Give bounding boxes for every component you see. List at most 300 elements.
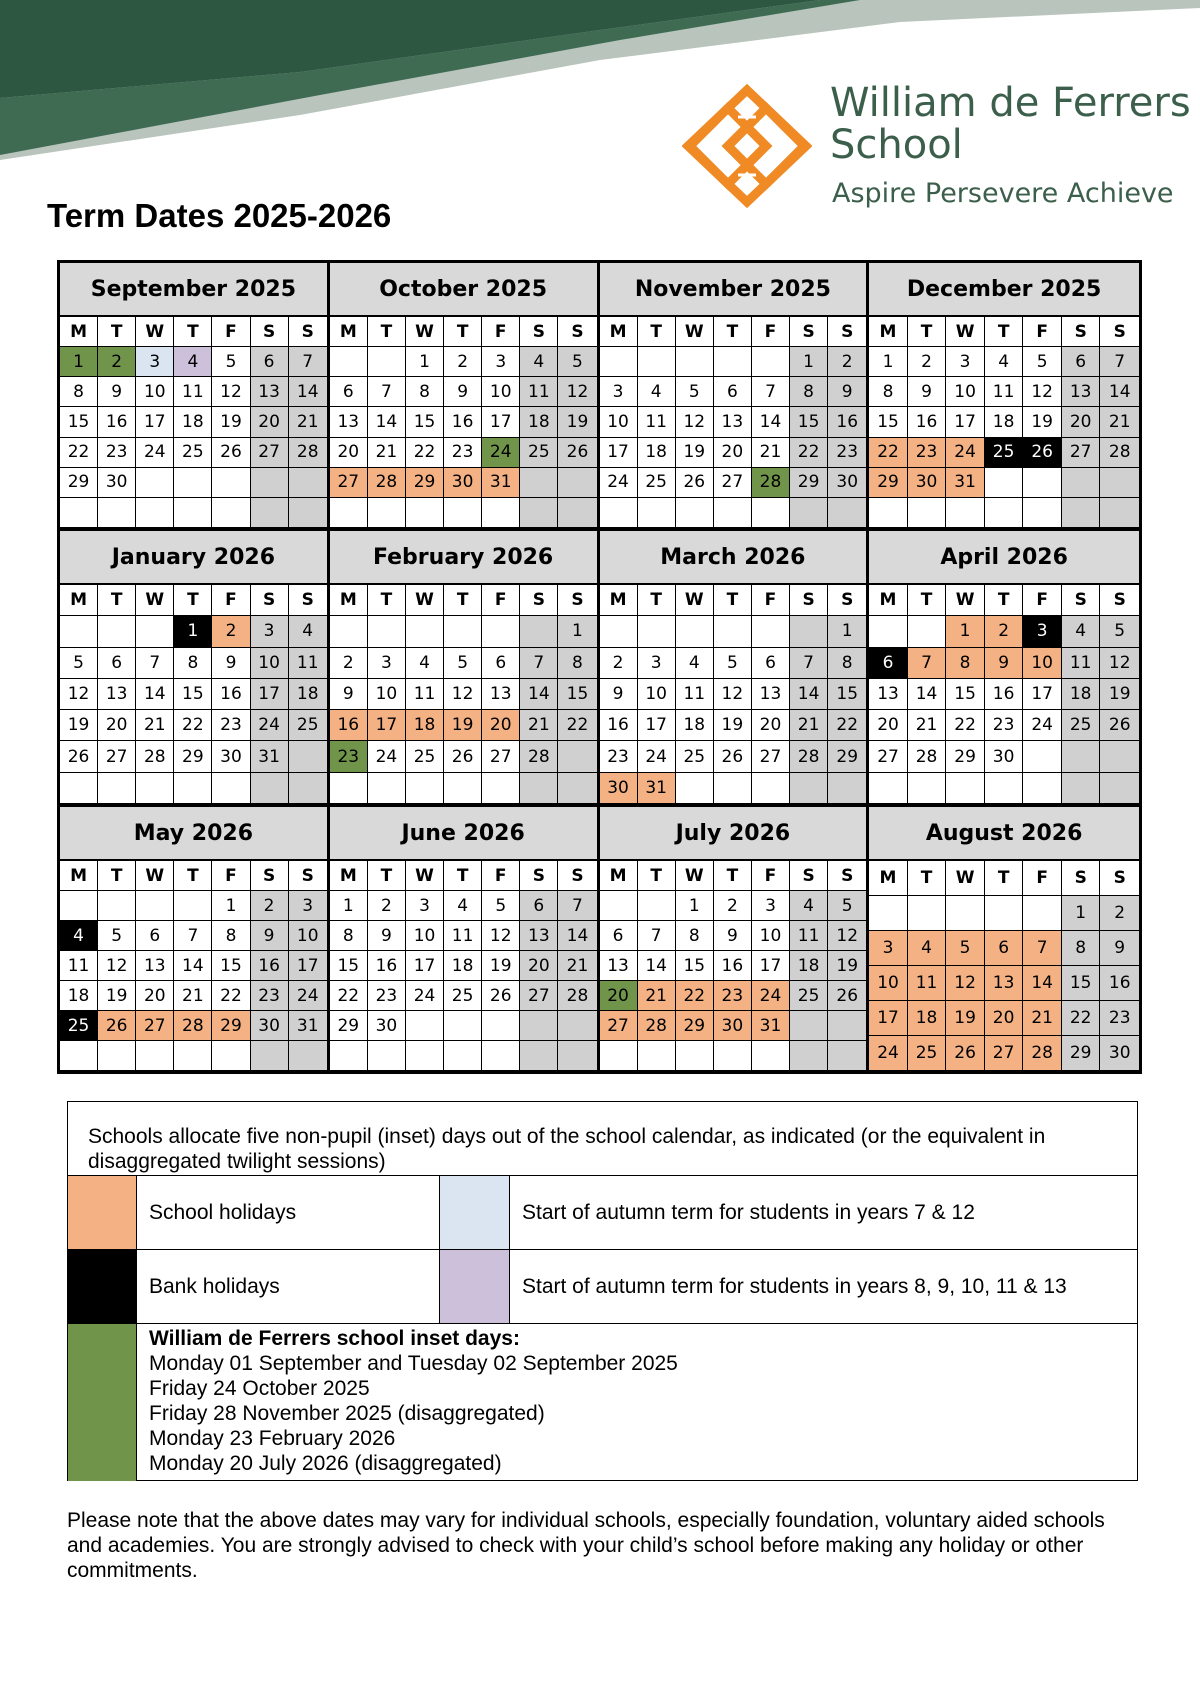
- calendar-day: 30: [908, 468, 947, 498]
- calendar-empty-cell: [520, 498, 558, 528]
- weekday-header: F: [212, 585, 250, 616]
- calendar-empty-cell: [558, 468, 596, 498]
- calendar-day: 1: [676, 891, 714, 921]
- calendar-empty-cell: [136, 1041, 174, 1071]
- calendar-day: 11: [174, 377, 212, 407]
- calendar-day: 7: [136, 648, 174, 679]
- calendar-day: 15: [406, 407, 444, 437]
- calendar-empty-cell: [289, 498, 327, 528]
- weekday-header: T: [444, 861, 482, 891]
- calendar-empty-cell: [482, 498, 520, 528]
- weekday-header: W: [946, 585, 985, 616]
- calendar-empty-cell: [790, 616, 828, 647]
- calendar-day: 3: [406, 891, 444, 921]
- calendar-day: 1: [330, 891, 368, 921]
- calendar-day: 5: [60, 648, 98, 679]
- calendar-day: 9: [368, 921, 406, 951]
- start-y7-label: Start of autumn term for students in years 7 & 12: [522, 1201, 975, 1224]
- calendar-day: 6: [136, 921, 174, 951]
- calendar-day: 14: [638, 951, 676, 981]
- calendar-day: 7: [368, 377, 406, 407]
- calendar-day: 1: [558, 616, 596, 647]
- calendar-day: 4: [444, 891, 482, 921]
- calendar-empty-cell: [251, 773, 289, 804]
- calendar-empty-cell: [520, 616, 558, 647]
- calendar-empty-cell: [600, 498, 638, 528]
- weekday-header: F: [752, 585, 790, 616]
- calendar-day: 9: [444, 377, 482, 407]
- calendar-day: 10: [1023, 648, 1062, 679]
- calendar-day: 29: [676, 1011, 714, 1041]
- calendar-day: 26: [828, 981, 866, 1011]
- calendar-day: 15: [946, 679, 985, 710]
- calendar-day: 16: [600, 710, 638, 741]
- calendar-day: 24: [251, 710, 289, 741]
- calendar-day: 25: [908, 1036, 947, 1071]
- weekday-header: M: [60, 861, 98, 891]
- month-days-grid: [600, 317, 867, 528]
- month-april-2026: [869, 531, 1139, 807]
- calendar-day: 23: [212, 710, 250, 741]
- calendar-day: 12: [558, 377, 596, 407]
- calendar-empty-cell: [985, 498, 1024, 528]
- calendar-day: 13: [752, 679, 790, 710]
- calendar-day: 24: [482, 438, 520, 468]
- calendar-day: 7: [174, 921, 212, 951]
- calendar-empty-cell: [714, 616, 752, 647]
- calendar-day: 17: [946, 407, 985, 437]
- calendar-day: 25: [406, 741, 444, 772]
- calendar-day: 15: [558, 679, 596, 710]
- calendar-day: 21: [1023, 1001, 1062, 1036]
- calendar-day: 5: [946, 931, 985, 966]
- weekday-header: W: [406, 317, 444, 347]
- calendar-day: 19: [828, 951, 866, 981]
- calendar-day: 25: [520, 438, 558, 468]
- calendar-day: 18: [638, 438, 676, 468]
- calendar-empty-cell: [444, 1011, 482, 1041]
- calendar-day: 12: [60, 679, 98, 710]
- month-july-2026: [600, 807, 870, 1071]
- calendar-empty-cell: [289, 773, 327, 804]
- legend: [67, 1101, 1138, 1481]
- calendar-day: 4: [638, 377, 676, 407]
- month-days-grid: [60, 861, 327, 1071]
- month-september-2025: [60, 263, 330, 531]
- calendar-empty-cell: [676, 498, 714, 528]
- calendar-empty-cell: [1023, 498, 1062, 528]
- calendar-empty-cell: [174, 468, 212, 498]
- calendar-day: 22: [1062, 1001, 1101, 1036]
- calendar-empty-cell: [946, 773, 985, 804]
- weekday-header: T: [368, 317, 406, 347]
- calendar-day: 14: [136, 679, 174, 710]
- calendar-empty-cell: [174, 891, 212, 921]
- calendar-day: 29: [406, 468, 444, 498]
- school-name-line2: School: [830, 122, 963, 168]
- weekday-header: M: [330, 585, 368, 616]
- weekday-header: S: [558, 317, 596, 347]
- weekday-header: M: [330, 317, 368, 347]
- calendar-day: 4: [174, 347, 212, 377]
- calendar-day: 30: [828, 468, 866, 498]
- calendar-day: 2: [1100, 896, 1139, 931]
- calendar-empty-cell: [869, 616, 908, 647]
- calendar-empty-cell: [1100, 773, 1139, 804]
- calendar-day: 13: [251, 377, 289, 407]
- calendar-empty-cell: [558, 498, 596, 528]
- inset-days-swatch: [68, 1324, 137, 1481]
- calendar-day: 29: [174, 741, 212, 772]
- calendar-day: 19: [60, 710, 98, 741]
- calendar-day: 12: [946, 966, 985, 1001]
- calendar-day: 16: [368, 951, 406, 981]
- calendar-day: 7: [289, 347, 327, 377]
- calendar-day: 25: [790, 981, 828, 1011]
- calendar-day: 18: [790, 951, 828, 981]
- calendar-empty-cell: [520, 1041, 558, 1071]
- calendar-day: 27: [98, 741, 136, 772]
- calendar-empty-cell: [444, 1041, 482, 1071]
- calendar-day: 21: [1100, 407, 1139, 437]
- calendar-day: 16: [828, 407, 866, 437]
- weekday-header: T: [98, 317, 136, 347]
- calendar-day: 11: [1062, 648, 1101, 679]
- calendar-day: 21: [752, 438, 790, 468]
- calendar-day: 5: [1100, 616, 1139, 647]
- weekday-header: W: [136, 861, 174, 891]
- month-days-grid: [330, 585, 597, 804]
- page-title: Term Dates 2025-2026: [47, 197, 392, 234]
- month-days-grid: [60, 585, 327, 804]
- calendar-day: 9: [1100, 931, 1139, 966]
- weekday-header: F: [482, 317, 520, 347]
- calendar-day: 7: [752, 377, 790, 407]
- calendar-day: 20: [985, 1001, 1024, 1036]
- calendar-day: 21: [136, 710, 174, 741]
- calendar-day: 15: [174, 679, 212, 710]
- calendar-day: 1: [60, 347, 98, 377]
- inset-day-item: Monday 23 February 2026: [149, 1427, 396, 1450]
- calendar-day: 4: [60, 921, 98, 951]
- calendar-day: 23: [985, 710, 1024, 741]
- calendar-day: 25: [1062, 710, 1101, 741]
- disclaimer-note: Please note that the above dates may vary for individual schools, especially foundation, voluntary aided schools and academies. You are strongly advised to check with your child’s school before making any holiday or other commitments.: [67, 1509, 1105, 1582]
- month-days-grid: [330, 861, 597, 1071]
- calendar-day: 20: [600, 981, 638, 1011]
- weekday-header: M: [869, 585, 908, 616]
- inset-days-list: [149, 1326, 678, 1476]
- weekday-header: T: [714, 585, 752, 616]
- calendar-day: 17: [482, 407, 520, 437]
- calendar-day: 5: [482, 891, 520, 921]
- calendar-day: 18: [289, 679, 327, 710]
- calendar-day: 6: [600, 921, 638, 951]
- calendar-day: 11: [676, 679, 714, 710]
- calendar-day: 11: [289, 648, 327, 679]
- calendar-empty-cell: [985, 468, 1024, 498]
- calendar-day: 20: [136, 981, 174, 1011]
- calendar-day: 8: [406, 377, 444, 407]
- calendar-day: 13: [714, 407, 752, 437]
- calendar-day: 11: [908, 966, 947, 1001]
- calendar-empty-cell: [444, 498, 482, 528]
- calendar-day: 1: [174, 616, 212, 647]
- calendar-empty-cell: [60, 616, 98, 647]
- calendar-empty-cell: [60, 1041, 98, 1071]
- calendar-day: 5: [98, 921, 136, 951]
- calendar-day: 19: [714, 710, 752, 741]
- calendar-empty-cell: [1023, 773, 1062, 804]
- calendar-empty-cell: [212, 1041, 250, 1071]
- month-title: May 2026: [60, 807, 327, 861]
- calendar-day: 12: [676, 407, 714, 437]
- calendar-day: 24: [752, 981, 790, 1011]
- weekday-header: F: [752, 317, 790, 347]
- school-motto: Aspire Persevere Achieve: [832, 178, 1174, 209]
- month-days-grid: [869, 585, 1139, 804]
- weekday-header: S: [251, 861, 289, 891]
- calendar-day: 21: [558, 951, 596, 981]
- weekday-header: T: [908, 585, 947, 616]
- calendar-day: 8: [1062, 931, 1101, 966]
- calendar-empty-cell: [98, 1041, 136, 1071]
- calendar-empty-cell: [60, 891, 98, 921]
- calendar-day: 3: [368, 648, 406, 679]
- calendar-day: 14: [558, 921, 596, 951]
- calendar-empty-cell: [520, 773, 558, 804]
- calendar-day: 15: [790, 407, 828, 437]
- calendar-day: 10: [251, 648, 289, 679]
- calendar-day: 17: [752, 951, 790, 981]
- calendar-empty-cell: [136, 498, 174, 528]
- calendar-day: 16: [714, 951, 752, 981]
- calendar-day: 2: [251, 891, 289, 921]
- calendar-day: 10: [869, 966, 908, 1001]
- calendar-empty-cell: [1100, 468, 1139, 498]
- calendar-day: 21: [790, 710, 828, 741]
- calendar-day: 29: [60, 468, 98, 498]
- calendar-empty-cell: [1023, 468, 1062, 498]
- calendar-day: 25: [676, 741, 714, 772]
- calendar-day: 29: [828, 741, 866, 772]
- calendar-empty-cell: [869, 896, 908, 931]
- month-title: June 2026: [330, 807, 597, 861]
- month-june-2026: [330, 807, 600, 1071]
- calendar-day: 3: [136, 347, 174, 377]
- month-august-2026: [869, 807, 1139, 1071]
- calendar-empty-cell: [289, 741, 327, 772]
- calendar-empty-cell: [330, 616, 368, 647]
- weekday-header: S: [790, 585, 828, 616]
- calendar-day: 8: [558, 648, 596, 679]
- calendar-day: 12: [444, 679, 482, 710]
- calendar-day: 1: [1062, 896, 1101, 931]
- calendar-empty-cell: [251, 1041, 289, 1071]
- weekday-header: M: [330, 861, 368, 891]
- calendar-day: 23: [1100, 1001, 1139, 1036]
- calendar-day: 8: [946, 648, 985, 679]
- calendar-empty-cell: [60, 498, 98, 528]
- calendar-day: 6: [98, 648, 136, 679]
- month-days-grid: [869, 317, 1139, 528]
- weekday-header: T: [985, 317, 1024, 347]
- calendar-day: 6: [714, 377, 752, 407]
- calendar-day: 8: [869, 377, 908, 407]
- calendar-day: 2: [600, 648, 638, 679]
- calendar-day: 8: [212, 921, 250, 951]
- calendar-day: 3: [289, 891, 327, 921]
- weekday-header: S: [828, 317, 866, 347]
- calendar-day: 13: [330, 407, 368, 437]
- calendar-day: 22: [946, 710, 985, 741]
- calendar-day: 19: [212, 407, 250, 437]
- calendar-day: 28: [558, 981, 596, 1011]
- calendar-empty-cell: [676, 773, 714, 804]
- calendar-day: 31: [946, 468, 985, 498]
- calendar-empty-cell: [828, 773, 866, 804]
- calendar-day: 22: [212, 981, 250, 1011]
- calendar-empty-cell: [330, 773, 368, 804]
- inset-day-item: Monday 01 September and Tuesday 02 September 2025: [149, 1352, 678, 1375]
- calendar-empty-cell: [406, 773, 444, 804]
- calendar-empty-cell: [444, 616, 482, 647]
- start-y7-swatch: [439, 1176, 510, 1250]
- calendar-day: 19: [558, 407, 596, 437]
- calendar-day: 13: [520, 921, 558, 951]
- calendar-day: 27: [1062, 438, 1101, 468]
- calendar-empty-cell: [1062, 468, 1101, 498]
- calendar-day: 20: [98, 710, 136, 741]
- calendar-day: 29: [330, 1011, 368, 1041]
- calendar-day: 26: [946, 1036, 985, 1071]
- calendar-day: 9: [600, 679, 638, 710]
- weekday-header: W: [946, 317, 985, 347]
- calendar-day: 11: [444, 921, 482, 951]
- calendar-empty-cell: [828, 1041, 866, 1071]
- weekday-header: T: [368, 861, 406, 891]
- calendar-empty-cell: [136, 468, 174, 498]
- calendar-day: 7: [1100, 347, 1139, 377]
- calendar-day: 28: [908, 741, 947, 772]
- calendar-day: 27: [520, 981, 558, 1011]
- calendar-day: 7: [638, 921, 676, 951]
- calendar-day: 10: [600, 407, 638, 437]
- calendar-day: 15: [212, 951, 250, 981]
- calendar-day: 2: [212, 616, 250, 647]
- calendar-day: 12: [1023, 377, 1062, 407]
- calendar-day: 31: [752, 1011, 790, 1041]
- weekday-header: S: [251, 317, 289, 347]
- calendar-empty-cell: [638, 498, 676, 528]
- calendar-empty-cell: [251, 498, 289, 528]
- calendar-day: 20: [520, 951, 558, 981]
- calendar-empty-cell: [174, 1041, 212, 1071]
- calendar-day: 29: [946, 741, 985, 772]
- calendar-day: 29: [869, 468, 908, 498]
- school-name-line1: William de Ferrers: [830, 80, 1191, 126]
- calendar-day: 18: [406, 710, 444, 741]
- weekday-header: T: [98, 585, 136, 616]
- calendar-day: 19: [1100, 679, 1139, 710]
- calendar-day: 15: [1062, 966, 1101, 1001]
- calendar-day: 10: [946, 377, 985, 407]
- calendar-day: 26: [482, 981, 520, 1011]
- calendar-day: 25: [289, 710, 327, 741]
- calendar-day: 19: [676, 438, 714, 468]
- calendar-empty-cell: [330, 498, 368, 528]
- calendar-day: 20: [1062, 407, 1101, 437]
- calendar-day: 21: [289, 407, 327, 437]
- calendar-day: 26: [1023, 438, 1062, 468]
- calendar-empty-cell: [676, 1041, 714, 1071]
- month-title: November 2025: [600, 263, 867, 317]
- calendar-empty-cell: [482, 1011, 520, 1041]
- calendar-day: 1: [869, 347, 908, 377]
- calendar-day: 16: [251, 951, 289, 981]
- weekday-header: M: [60, 317, 98, 347]
- calendar-day: 3: [600, 377, 638, 407]
- calendar-day: 24: [946, 438, 985, 468]
- calendar-day: 24: [289, 981, 327, 1011]
- weekday-header: S: [790, 317, 828, 347]
- calendar-day: 23: [251, 981, 289, 1011]
- weekday-header: S: [289, 861, 327, 891]
- calendar-day: 25: [174, 438, 212, 468]
- calendar-day: 27: [330, 468, 368, 498]
- calendar-day: 10: [406, 921, 444, 951]
- calendar-empty-cell: [482, 1041, 520, 1071]
- calendar-day: 19: [482, 951, 520, 981]
- calendar-day: 5: [558, 347, 596, 377]
- calendar-day: 2: [98, 347, 136, 377]
- calendar-day: 22: [60, 438, 98, 468]
- calendar-day: 11: [790, 921, 828, 951]
- calendar-empty-cell: [600, 616, 638, 647]
- weekday-header: T: [638, 585, 676, 616]
- calendar-day: 23: [98, 438, 136, 468]
- calendar-day: 30: [985, 741, 1024, 772]
- calendar-empty-cell: [908, 773, 947, 804]
- calendar-day: 7: [908, 648, 947, 679]
- calendar-day: 27: [482, 741, 520, 772]
- calendar-day: 14: [1023, 966, 1062, 1001]
- calendar-day: 25: [638, 468, 676, 498]
- calendar-day: 16: [1100, 966, 1139, 1001]
- calendar-day: 28: [520, 741, 558, 772]
- calendar-day: 9: [828, 377, 866, 407]
- month-title: April 2026: [869, 531, 1139, 585]
- calendar-day: 15: [60, 407, 98, 437]
- weekday-header: S: [1062, 861, 1101, 896]
- calendar-day: 18: [444, 951, 482, 981]
- calendar-day: 12: [714, 679, 752, 710]
- calendar-empty-cell: [136, 616, 174, 647]
- weekday-header: T: [985, 585, 1024, 616]
- calendar-empty-cell: [676, 616, 714, 647]
- calendar-day: 28: [638, 1011, 676, 1041]
- weekday-header: T: [714, 317, 752, 347]
- calendar-day: 10: [638, 679, 676, 710]
- school-logo-icon: [682, 84, 812, 208]
- calendar-day: 27: [251, 438, 289, 468]
- calendar-day: 10: [136, 377, 174, 407]
- calendar-day: 13: [600, 951, 638, 981]
- calendar-empty-cell: [289, 468, 327, 498]
- calendar-day: 2: [908, 347, 947, 377]
- calendar-day: 10: [368, 679, 406, 710]
- month-title: February 2026: [330, 531, 597, 585]
